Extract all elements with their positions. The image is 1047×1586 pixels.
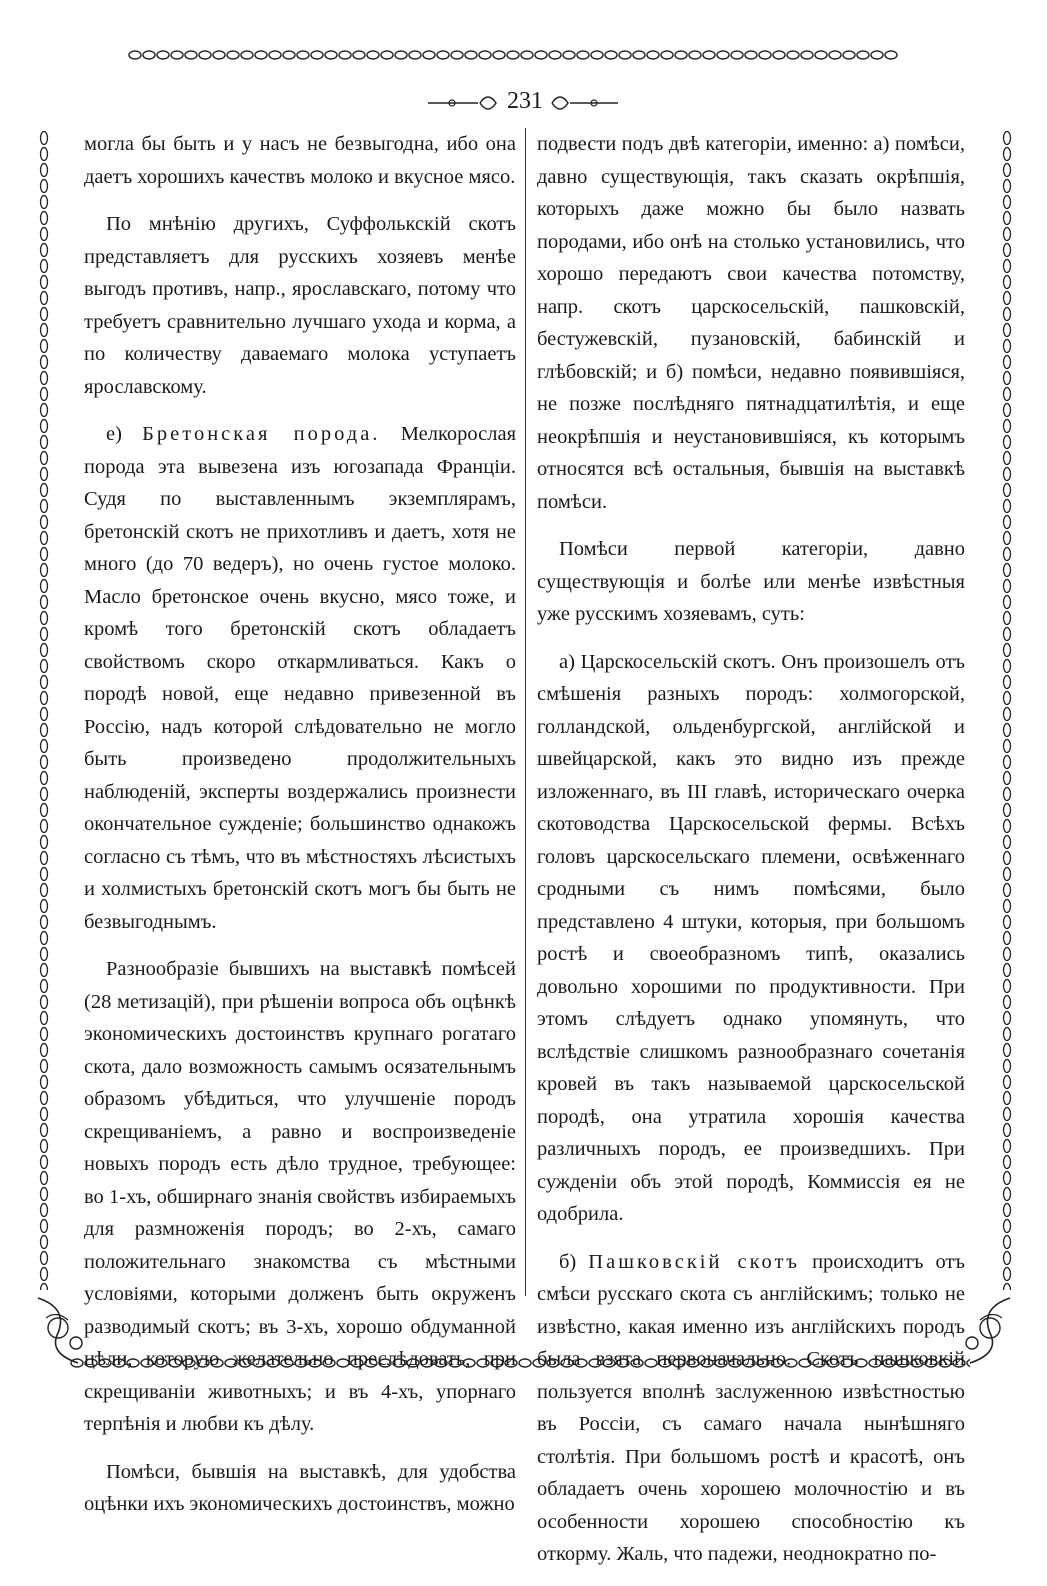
section-heading: Бретонская порода.	[142, 423, 381, 445]
paragraph: Помѣси первой категоріи, давно существующія и болѣе или менѣе извѣстныя уже русскимъ хозяевамъ, суть:	[537, 538, 965, 625]
column-divider	[525, 128, 526, 1296]
paragraph	[84, 418, 516, 938]
left-ornamental-border	[37, 130, 51, 1290]
list-marker: е)	[106, 423, 122, 445]
left-text-column	[84, 128, 516, 1536]
paragraph-text: Онъ произошелъ отъ смѣшенія разныхъ породъ: холмогорской, голландской, ольденбургской, англійской и швейцарской, какъ это видно изъ прежде изложеннаго, въ III главѣ, историческаго очерка скотоводства Царскосельской фермы. Всѣхъ головъ царскосельскаго племени, освѣженнаго сродными съ нимъ помѣсями, было представлено 4 штуки, которыя, при большомъ ростѣ и своеобразномъ типѣ, оказались довольно хорошими по продуктивности. При этомъ слѣдуетъ однако упомянуть, что вслѣдствіе слишкомъ разнообразнаго сочетанія кровей въ такъ называемой царскосельской породѣ, она утратила хорошія качества различныхъ породъ, ее произведшихъ. При сужденіи объ этой породѣ, Коммиссія ея не одобрила.	[537, 650, 966, 1225]
list-marker: а)	[559, 650, 575, 673]
list-marker: б)	[559, 1250, 577, 1273]
section-heading: Пашковскій скотъ	[588, 1250, 801, 1273]
page-number: 231	[507, 88, 543, 114]
paragraph-text: происходитъ отъ смѣси русскаго скота съ англійскимъ; только не извѣстно, какая именно изъ англійскихъ породъ была взята первоначально. Скотъ пашковкій пользуется вполнѣ заслуженною извѣстностью въ Россіи, съ самаго начала нынѣшняго столѣтія. При большомъ ростѣ и красотѣ, онъ обладаетъ очень хорошею молочностію и въ особенности хорошею способностію къ откорму. Жаль, что падежи, неоднократно по-	[537, 1250, 965, 1565]
right-text-column	[537, 128, 965, 1586]
section-heading: Царскосельскій скотъ.	[580, 650, 776, 673]
paragraph: Разнообразіе бывшихъ на выставкѣ помѣсей (28 метизацій), при рѣшеніи вопроса объ оцѣнкѣ экономическихъ достоинствъ крупнаго рогатаго скота, дало возможность самымъ осязательнымъ образомъ убѣдиться, что улучшеніе породъ скрещиваніемъ, а равно и воспроизведеніе новыхъ породъ есть дѣло трудное, требующее: во 1-хъ, обширнаго знанія свойствъ избираемыхъ для размноженія породъ; во 2-хъ, самаго положительнаго знакомства съ мѣстными условіями, которыми долженъ быть окруженъ разводимый скотъ; въ 3-хъ, хорошо обдуманной цѣли, которую желательно преслѣдовать, при скрещиваніи животныхъ; и въ 4-хъ, упорнаго терпѣнія и любви къ дѣлу.	[84, 958, 516, 1435]
paragraph: По мнѣнію другихъ, Суффолькскій скотъ представляетъ для русскихъ хозяевъ менѣе выгодъ противъ, напр., ярославскаго, потому что требуетъ сравнительно лучшаго ухода и корма, а по количеству даваемаго молока уступаетъ ярославскому.	[84, 213, 516, 398]
top-ornamental-border	[128, 48, 898, 62]
right-ornamental-border	[1000, 130, 1014, 1290]
paragraph: подвести подъ двѣ категоріи, именно: а) помѣси, давно существующія, такъ сказать окрѣпшія, которыхъ даже можно бы было назвать породами, ибо онѣ на столько установились, что хорошо передаютъ свои качества потомству, напр. скотъ царскосельскій, пашковскій, бестужевскій, пузановскій, бабинскій и глѣбовскій; и б) помѣси, недавно появившіяся, не позже послѣдняго пятнадцатилѣтія, и еще неокрѣпшія и неустановившіяся, къ которымъ относятся всѣ остальныя, бывшія на выставкѣ помѣси.	[537, 133, 965, 513]
paragraph: могла бы быть и у насъ не безвыгодна, ибо она даетъ хорошихъ качествъ молоко и вкусное мясо.	[84, 133, 516, 188]
paragraph: Помѣси, бывшія на выставкѣ, для удобства оцѣнки ихъ экономическихъ достоинствъ, можно	[84, 1460, 516, 1515]
paragraph-text: Мелкорослая порода эта вывезена изъ югозапада Франціи. Судя по выставленнымъ экземплярамъ, бретонскій скотъ не прихотливъ и даетъ, хотя не много (до 70 ведеръ), но очень густое молоко. Масло бретонское очень вкусно, мясо тоже, и кромѣ того бретонскій скотъ обладаетъ свойствомъ скоро откармливаться. Какъ о породѣ новой, еще недавно привезенной въ Россію, надъ которой слѣдовательно не могло быть произведено продолжительныхъ наблюденій, эксперты воздержались произнести окончательное сужденіе; большинство однакожъ согласно съ тѣмъ, что въ мѣстностяхъ лѣсистыхъ и холмистыхъ бретонскій скотъ могъ бы быть не безвыгоднымъ.	[84, 423, 517, 933]
paragraph	[537, 1246, 965, 1571]
paragraph	[537, 646, 965, 1231]
